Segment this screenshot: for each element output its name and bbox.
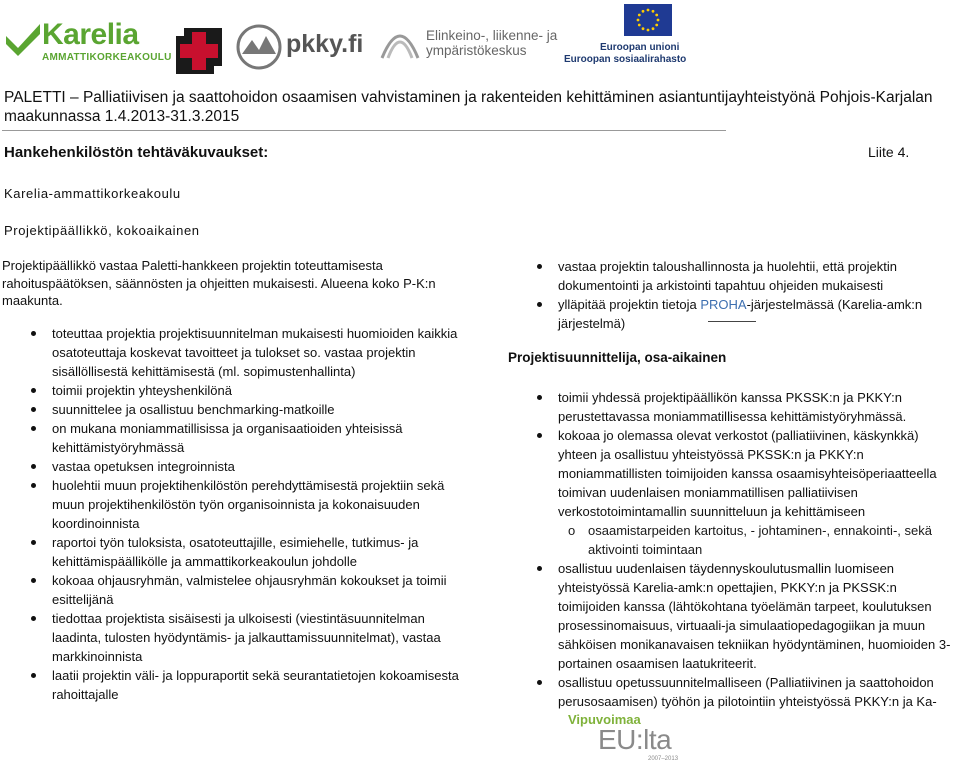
red-cross-logo [176,28,222,74]
list-item: suunnittelee ja osallistuu benchmarking-matkoille [28,400,468,419]
karelia-logo-text: Karelia [42,18,139,51]
proha-link[interactable]: PROHA [700,297,747,312]
list-item-proha [534,295,960,333]
project-planner-duties [534,388,960,711]
list-item: kokoaa ohjausryhmän, valmistelee ohjausryhmän kokoukset ja toimii esittelijänä [28,571,468,609]
underline-mark [708,321,756,322]
vipuvoimaa-eulta-logo [566,712,716,766]
list-item: osallistuu uudenlaisen täydennyskoulutusmallin luomiseen yhteistyössä Karelia-amk:n opettajien, PKKY:n ja PKSSK:n toimijoiden kanssa (lähtökohtana työelämän tarpeet, koulutuksen prosessinomaisuus, virtuaali-ja simulaatiopedagogiikan ja muun sähköisen monikanavaisen tekniikan hyödyntäminen, huomioiden 3-portainen osaamisen laatukriteerit. [534,559,960,673]
planner-list-b [534,559,960,711]
planner-list-a [534,388,960,521]
karelia-mark-icon [6,22,40,56]
list-item: osallistuu opetussuunnitelmalliseen (Palliatiivinen ja saattohoidon perusosaamisen) työhön ja pilotointiin yhteistyössä PKKY:n ja Ka- [534,673,960,711]
proha-text-after: -järjestelmässä (Karelia-amk:n järjestelmä) [558,297,923,331]
list-item: on mukana moniammatillisissa ja organisaatioiden yhteisissä kehittämistyöryhmässä [28,419,468,457]
pkky-logo [236,22,364,74]
karelia-logo-subtext: AMMATTIKORKEAKOULU [42,52,172,63]
ely-emblem-icon [378,18,422,62]
ely-line-2: ympäristökeskus [426,43,527,58]
proha-text-before: ylläpitää projektin tietoja [558,297,701,312]
ely-logo-text [426,28,557,58]
eu-flag-icon [624,4,672,36]
role-title-project-planner: Projektisuunnittelija, osa-aikainen [508,350,727,365]
eulta-years: 2007–2013 [648,756,679,762]
list-item: toteuttaa projektia projektisuunnitelman mukaisesti huomioiden kaikkia osatoteuttaja koskevat tavoitteet ja tulokset so. vastaa projektin sisällöllisestä kehittämisestä (ml. sopimustenhallinta) [28,324,468,381]
list-item: vastaa opetuksen integroinnista [28,457,468,476]
eulta-text: EU:lta [598,724,672,755]
section-heading: Hankehenkilöstön tehtäväkuvaukset: [4,144,269,161]
eu-logo [564,4,704,68]
document-title: PALETTI – Palliatiivisen ja saattohoidon osaamisen vahvistaminen ja rakenteiden kehittäminen asiantuntijayhteistyönä Pohjois-Karjalan maakunnassa 1.4.2013-31.3.2015 [4,89,933,125]
sub-list-item: o osaamistarpeiden kartoitus, - johtaminen-, ennakointi-, sekä aktivointi toimintaan [568,521,960,559]
ely-logo [378,14,558,74]
role-description: Projektipäällikkö vastaa Paletti-hankkeen projektin toteuttamisesta rahoituspäätöksen, säännösten ja ohjeitten mukaisesti. Alueena koko P-K:n maakunta. [2,258,436,308]
cross-emblem-icon [176,28,222,74]
attachment-label: Liite 4. [868,144,910,160]
karelia-logo [6,18,172,66]
pkky-emblem-icon [236,24,282,70]
pkky-logo-text: pkky.fi [286,30,364,58]
list-item: huolehtii muun projektihenkilöstön perehdyttämisestä projektiin sekä muun projektihenkilöstön työn organisoinnista ja kokonaisuuden koordinoinnista [28,476,468,533]
list-item: toimii yhdessä projektipäällikön kanssa PKSSK:n ja PKKY:n perustettavassa moniammatillisessa kehittämistyöryhmässä. [534,388,960,426]
title-divider [2,130,726,131]
eu-logo-text [564,42,686,66]
list-item: toimii projektin yhteyshenkilönä [28,381,468,400]
eu-line-1: Euroopan unioni [600,42,680,53]
list-item: vastaa projektin taloushallinnosta ja huolehtii, että projektin dokumentointi ja arkistointi tapahtuu ohjeiden mukaisesti [534,257,960,295]
planner-sublist [534,521,960,559]
list-item: tiedottaa projektista sisäisesti ja ulkoisesti (viestintäsuunnitelman laadinta, tulosten hyödyntämis- ja jalkauttamissuunnitelmat), vastaa markkinoinnista [28,609,468,666]
list-item: raportoi työn tuloksista, osatoteuttajille, esimiehelle, tutkimus- ja kehittämispäällikölle ja ammattikorkeakoulun johdolle [28,533,468,571]
vipuvoimaa-text: Vipuvoimaa [568,712,641,727]
ely-line-1: Elinkeino-, liikenne- ja [426,28,558,43]
project-manager-duties [28,324,468,704]
list-item: kokoaa jo olemassa olevat verkostot (palliatiivinen, käskynkkä) yhteen ja osallistuu yhteistyössä PKSSK:n ja PKKY:n moniammatillisten toimijoiden kanssa osaamisyhteisöperiaatteella toimivan uudenlaisen moniammatillisen palliatiivisen verkostotoimintamallin suunnitteluun ja kehittämiseen [534,426,960,521]
list-item: laatii projektin väli- ja loppuraportit sekä seurantatietojen kokoamisesta rahoittajalle [28,666,468,704]
eu-line-2: Euroopan sosiaalirahasto [564,54,687,65]
role-title-project-manager: Projektipäällikkö, kokoaikainen [4,223,200,238]
organization-name: Karelia-ammattikorkeakoulu [4,186,181,201]
